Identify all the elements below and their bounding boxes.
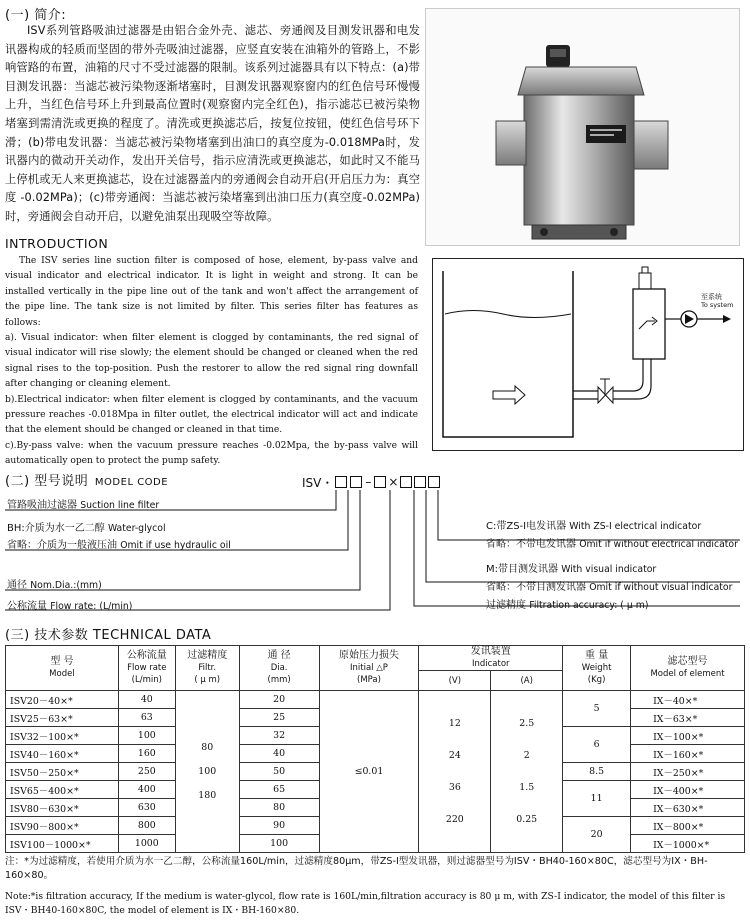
model-code-heading <box>5 470 168 489</box>
label-en: Suction line filter <box>80 500 160 511</box>
label-en: Omit if without visual indicator <box>589 582 733 593</box>
cell-weight: 8.5 <box>563 763 631 781</box>
cell-diameter: 65 <box>239 781 319 799</box>
cell-flow: 160 <box>118 745 175 763</box>
header-flow-rate: 公称流量 Flow rate (L/min) <box>118 646 175 691</box>
cell-weight: 6 <box>563 727 631 763</box>
model-code-heading-cn: (二) 型号说明 <box>5 474 89 489</box>
code-times: × <box>388 475 399 489</box>
code-box-visual <box>414 476 426 488</box>
header-element-model: 滤芯型号 Model of element <box>631 646 745 691</box>
cell-model: ISV40－160×* <box>6 745 119 763</box>
cell-model: ISV50－250×* <box>6 763 119 781</box>
label-no-electrical-indicator <box>486 535 738 550</box>
label-en: Filtration accuracy: ( μ m) <box>529 600 649 611</box>
cell-diameter: 100 <box>239 835 319 853</box>
code-prefix: ISV・ <box>302 475 334 490</box>
cell-flow: 100 <box>118 727 175 745</box>
filter-photo-image <box>426 9 739 245</box>
cell-model: ISV90－800×* <box>6 817 119 835</box>
intro-chinese-text: ISV系列管路吸油过滤器是由铝合金外壳、滤芯、旁通阀及目测发讯器和电发讯器构成的轻质而坚固的带外壳吸油过滤器，应竖直安装在油箱外的管路上，不影响管路的布置，油箱的尺寸不受过滤器的限制。该系列过滤器具有以下特点：(a)带目测发讯器：当滤芯被污染物逐渐堵塞时，目测发讯器观察窗内的红色信号环慢慢上升，当红色信号环上升到最高位置时(观察窗内完全红色)，指示滤芯已被污染物堵塞到需清洗或更换的程度了。清洗或更换滤芯后，按复位按钮，使红色信号环下滑；(b)带电发讯器：当滤芯被污染物堵塞到出油口的真空度为-0.018MPa时，发讯器内的微动开关动作，发出开关信号，指示应清洗或更换滤芯，如此时又不能马上停机或无人来更换滤芯，设在过滤器盖内的旁通阀会自动开启(开启压力为：真空度 -0.02MPa)；(c)带旁通阀：当滤芯被污染堵塞到出油口压力(真空度-0.02MPa)时，旁通阀会自动开启，以避免油泵出现吸空等故障。 <box>5 24 420 223</box>
cell-model: ISV80－630×* <box>6 799 119 817</box>
cell-flow: 40 <box>118 691 175 709</box>
header-indicator: 发讯装置 Indicator <box>419 646 563 671</box>
header-pressure-loss: 原始压力损失 Initial △P (MPa) <box>319 646 419 691</box>
header-current: (A) <box>491 671 563 691</box>
installation-diagram-drawing <box>433 259 743 450</box>
technical-data-table <box>5 645 745 853</box>
introduction-english-text <box>5 254 418 470</box>
label-cn: 通径 <box>7 580 27 591</box>
label-en: With ZS-I electrical indicator <box>569 521 702 532</box>
label-cn: 过滤精度 <box>486 600 526 611</box>
label-no-visual-indicator <box>486 578 732 593</box>
cell-model: ISV65－400×* <box>6 781 119 799</box>
cell-model: ISV25－63×* <box>6 709 119 727</box>
cell-diameter: 80 <box>239 799 319 817</box>
header-diameter: 通 径 Dia. (mm) <box>239 646 319 691</box>
cell-flow: 250 <box>118 763 175 781</box>
intro-paragraph-a: a). Visual indicator: when filter element is clogged by contaminants, the red signal of visual indicator will rise slowly; the element should be changed or cleaned when the red signal rises to the top-position. Push the restorer to allow the red signal ring downfall after changing or cleaning element. <box>5 333 418 390</box>
cell-weight: 5 <box>563 691 631 727</box>
intro-paragraph-c: c).By-pass valve: when the vacuum pressure reaches -0.02Mpa, the by-pass valve will automatically open to protect the pump safety. <box>5 440 418 467</box>
header-filtration: 过滤精度 Filtr. ( μ m) <box>175 646 239 691</box>
code-dash: – <box>365 475 372 489</box>
label-en: With visual indicator <box>561 564 657 575</box>
label-en: Nom.Dia.:(mm) <box>30 580 102 591</box>
cell-weight: 11 <box>563 781 631 817</box>
label-en: Omit if use hydraulic oil <box>120 540 231 551</box>
cell-current-values: 2.5 2 1.5 0.25 <box>491 691 563 853</box>
code-box-flow <box>374 476 386 488</box>
technical-data-heading: (三) 技术参数 TECHNICAL DATA <box>5 628 212 643</box>
filter-product-photo <box>425 8 740 246</box>
label-hydraulic-oil <box>7 536 231 551</box>
label-nominal-diameter <box>7 576 102 591</box>
cell-model: ISV100－1000×* <box>6 835 119 853</box>
cell-element: IX－1000×* <box>631 835 745 853</box>
cell-flow: 800 <box>118 817 175 835</box>
label-cn: 省略：不带电发讯器 <box>486 539 576 550</box>
label-cn: C:带ZS-I电发讯器 <box>486 521 567 532</box>
label-filtration-accuracy <box>486 596 648 611</box>
intro-paragraph: The ISV series line suction filter is composed of hose, element, by-pass valve and visual indicator and electrical indicator. It is light in weight and strong. It can be installed vertically in the pipe line out of the tank and won't affect the arrangement of the pipe line. The tank size is not limited by filter. This series filter has features as follows: <box>5 256 418 328</box>
header-model: 型 号 Model <box>6 646 119 691</box>
cell-diameter: 50 <box>239 763 319 781</box>
note-english: Note:*is filtration accuracy, If the medium is water-glycol, flow rate is 160L/min,filtration accuracy is 80 μ m, with ZS-I indicator, the model of this filter is ISV・BH40-160×80C, the model of element is IX・BH-160×80. <box>5 891 726 916</box>
cell-element: IX－250×* <box>631 763 745 781</box>
cell-element: IX－800×* <box>631 817 745 835</box>
model-code-heading-en: MODEL CODE <box>94 477 169 488</box>
code-box-accuracy <box>400 476 412 488</box>
to-system-label-cn: 至系统 <box>701 293 722 301</box>
code-box-medium <box>335 476 347 488</box>
cell-element: IX－160×* <box>631 745 745 763</box>
section-intro-heading: (一) 简介: <box>5 8 67 23</box>
label-cn: 省略：介质为一般液压油 <box>7 540 117 551</box>
to-system-label <box>701 293 733 309</box>
cell-element: IX－630×* <box>631 799 745 817</box>
cell-filtration-values: 80 100 180 <box>175 691 239 853</box>
label-en: Omit if without electrical indicator <box>579 539 738 550</box>
cell-element: IX－40×* <box>631 691 745 709</box>
cell-pressure-value: ≤0.01 <box>319 691 419 853</box>
cell-model: ISV20－40×* <box>6 691 119 709</box>
label-cn: BH:介质为水一乙二醇 <box>7 523 105 534</box>
header-weight: 重 量 Weight (Kg) <box>563 646 631 691</box>
cell-element: IX－400×* <box>631 781 745 799</box>
table-row <box>6 691 745 709</box>
cell-weight: 20 <box>563 817 631 853</box>
cell-flow: 400 <box>118 781 175 799</box>
installation-diagram <box>432 258 744 451</box>
label-visual-indicator <box>486 560 656 575</box>
label-cn: 管路吸油过滤器 <box>7 500 77 511</box>
cell-diameter: 90 <box>239 817 319 835</box>
cell-voltage-values: 12 24 36 220 <box>419 691 491 853</box>
cell-element: IX－63×* <box>631 709 745 727</box>
label-cn: 省略：不带目测发讯器 <box>486 582 586 593</box>
label-cn: M:带目测发讯器 <box>486 564 558 575</box>
introduction-heading: INTRODUCTION <box>5 236 109 251</box>
label-en: Water-glycol <box>107 523 166 534</box>
header-voltage: (V) <box>419 671 491 691</box>
label-flow-rate <box>7 597 132 612</box>
label-electrical-indicator <box>486 517 701 532</box>
cell-diameter: 25 <box>239 709 319 727</box>
cell-diameter: 20 <box>239 691 319 709</box>
cell-diameter: 32 <box>239 727 319 745</box>
cell-flow: 1000 <box>118 835 175 853</box>
cell-model: ISV32－100×* <box>6 727 119 745</box>
intro-paragraph-b: b).Electrical indicator: when filter element is clogged by contaminants, and the vacuum pressure reaches -0.018Mpa in filter outlet, the electrical indicator will act and indicate that the element should be changed or cleaned in that time. <box>5 394 418 436</box>
cell-flow: 630 <box>118 799 175 817</box>
cell-flow: 63 <box>118 709 175 727</box>
note-chinese: 注：*为过滤精度，若使用介质为水一乙二醇，公称流量160L/min，过滤精度80μm，带ZS-I型发讯器，则过滤器型号为ISV・BH40-160×80C，滤芯型号为IX・BH-160×80。 <box>5 856 708 881</box>
label-water-glycol <box>7 519 166 534</box>
code-box-electrical <box>428 476 440 488</box>
label-suction-line-filter <box>7 496 159 511</box>
code-box-diameter <box>350 476 362 488</box>
cell-diameter: 40 <box>239 745 319 763</box>
label-cn: 公称流量 <box>7 601 47 612</box>
to-system-label-en: To system <box>701 301 734 309</box>
label-en: Flow rate: (L/min) <box>50 601 133 612</box>
cell-element: IX－100×* <box>631 727 745 745</box>
